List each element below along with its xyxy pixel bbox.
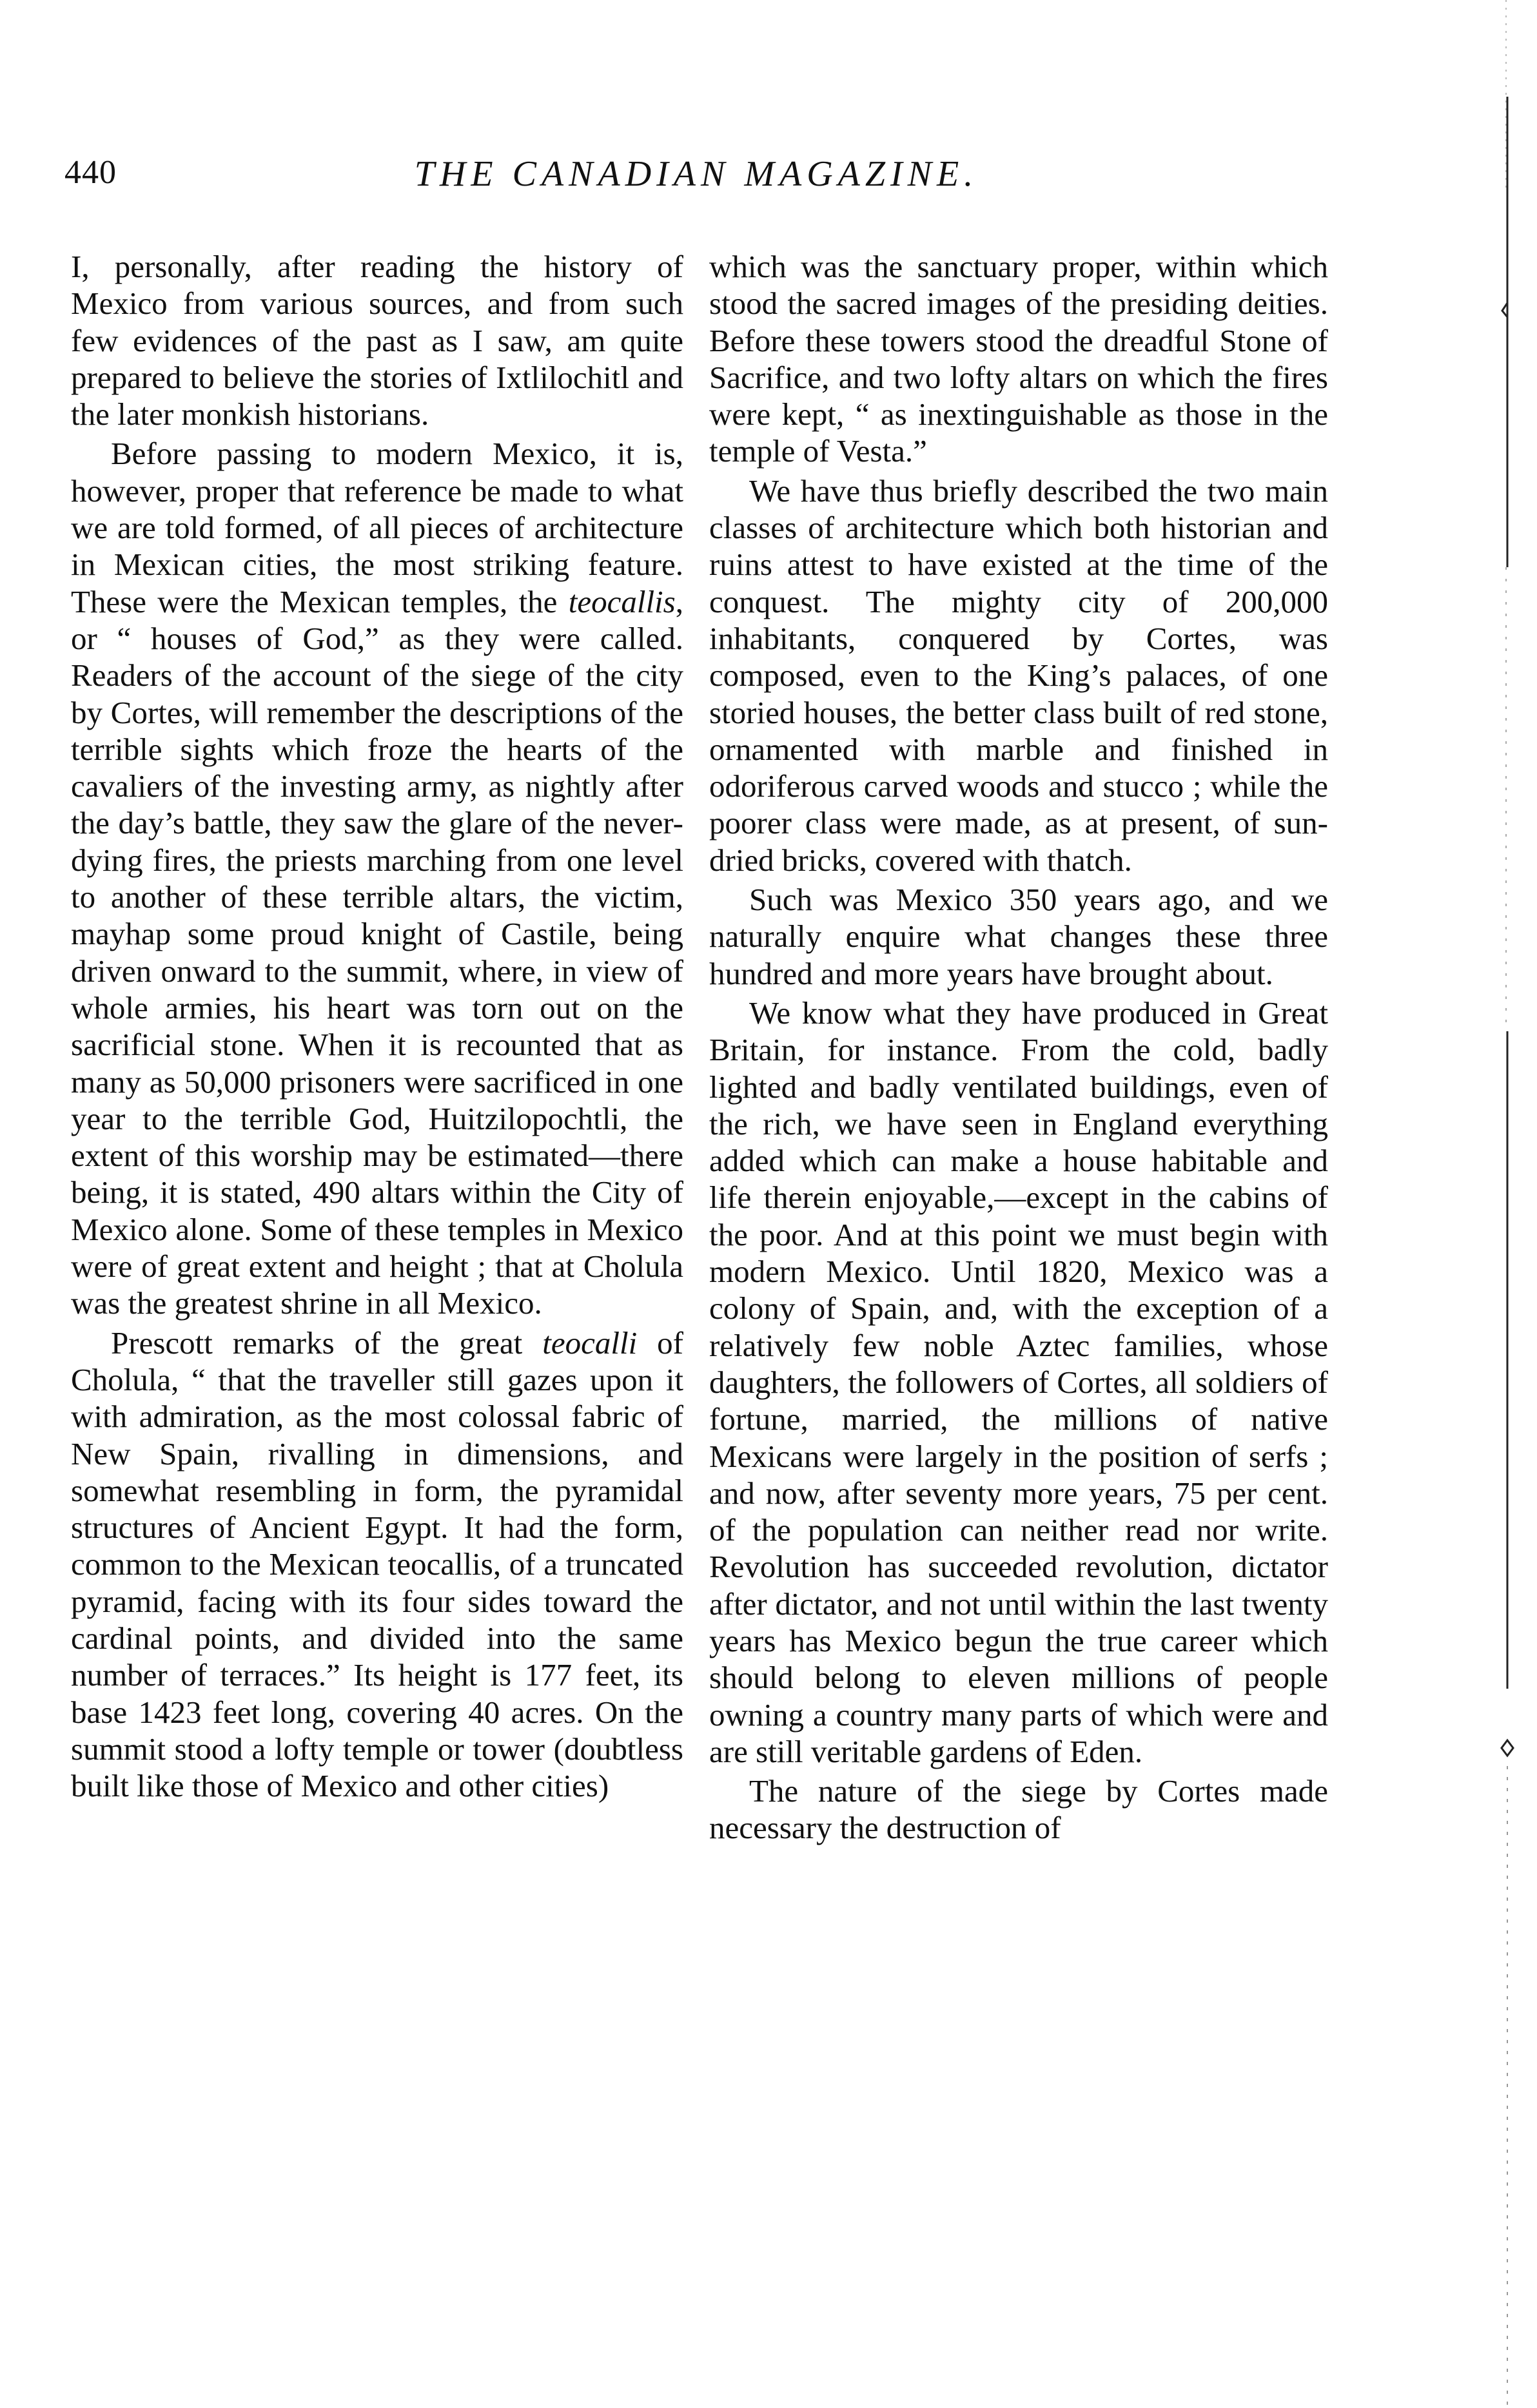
paragraph-text: , or “ houses of God,” as they were called. Readers of the account of the siege of the city by Cortes, will remember the descriptions of the terrible sights which froze the hearts of the cavaliers of the investing army, as nightly after the day’s battle, they saw the glare of the never-dying fires, the priests marching from one level to another of these terrible altars, the victim, mayhap some proud knight of Castile, being driven onward to the summit, where, in view of whole armies, his heart was torn out on the sacrificial stone. When it is recounted that as many as 50,000 prisoners were sacrificed in one year to the terrible God, Huitzilopochtli, the extent of this worship may be estimated—there being, it is stated, 490 altars within the City of Mexico alone. Some of these temples in Mexico were of great extent and height ; that at Cholula was the greatest shrine in all Mexico.	[71, 583, 683, 1321]
italic-term: teocallis	[568, 583, 676, 619]
paragraph: which was the sanctuary proper, within which stood the sacred images of the presiding deities. Before these towers stood the dreadful Stone of Sacrifice, and two lofty altars on which the fires were kept, “ as inextinguishable as those in the temple of Vesta.”	[709, 249, 1328, 469]
right-column	[709, 248, 1328, 1847]
paragraph	[71, 435, 683, 1321]
paragraph: We know what they have produced in Great Britain, for instance. From the cold, badly lighted and badly ventilated buildings, even of the rich, we have seen in England everything added which can make a house habitable and life therein enjoyable,—except in the cabins of the poor. And at this point we must begin with modern Mexico. Until 1820, Mexico was a colony of Spain, and, with the exception of a relatively few noble Aztec families, whose daughters, the followers of Cortes, all soldiers of fortune, married, the millions of native Mexicans were largely in the position of serfs ; and now, after seventy more years, 75 per cent. of the population can neither read nor write. Revolution has succeeded revolution, dictator after dictator, and not until within the last twenty years has Mexico begun the true career which should belong to eleven millions of people owning a country many parts of which were and are still veritable gardens of Eden.	[709, 995, 1328, 1769]
page-header	[64, 153, 1328, 211]
paragraph: The nature of the siege by Cortes made necessary the destruction of	[709, 1773, 1328, 1846]
scan-edge-marks	[1492, 0, 1518, 2408]
paragraph-text: Prescott remarks of the great	[111, 1325, 543, 1361]
paragraph: I, personally, after reading the history of Mexico from various sources, and from such few evidences of the past as I saw, am quite prepared to believe the stories of Ixtlilochitl and the later monkish historians.	[71, 249, 683, 432]
paragraph-text: of Cholula, “ that the traveller still gazes upon it with admiration, as the most colossal fabric of New Spain, rivalling in dimensions, and somewhat resembling in form, the pyramidal structures of Ancient Egypt. It had the form, common to the Mexican teocallis, of a truncated pyramid, facing with its four sides toward the cardinal points, and divided into the same number of terraces.” Its height is 177 feet, its base 1423 feet long, covering 40 acres. On the summit stood a lofty temple or tower (doubtless built like those of Mexico and other cities)	[71, 1325, 683, 1804]
paragraph: We have thus briefly described the two main classes of architecture which both historian and ruins attest to have existed at the time of the conquest. The mighty city of 200,000 inhabitants, conquered by Cortes, was composed, even to the King’s palaces, of one storied houses, the better class built of red stone, ornamented with marble and finished in odoriferous carved woods and stucco ; while the poorer class were made, as at present, of sun-dried bricks, covered with thatch.	[709, 472, 1328, 878]
page-number: 440	[64, 154, 117, 191]
paragraph-text: Before passing to modern Mexico, it is, however, proper that reference be made to what we are told formed, of all pieces of architecture in Mexican cities, the most striking feature. These were the Mexican temples, the	[71, 436, 683, 619]
running-title: THE CANADIAN MAGAZINE.	[414, 154, 979, 194]
left-column	[71, 248, 683, 1804]
paragraph: Such was Mexico 350 years ago, and we naturally enquire what changes these three hundred and more years have brought about.	[709, 882, 1328, 991]
italic-term: teocalli	[542, 1325, 638, 1361]
paragraph	[71, 1325, 683, 1805]
